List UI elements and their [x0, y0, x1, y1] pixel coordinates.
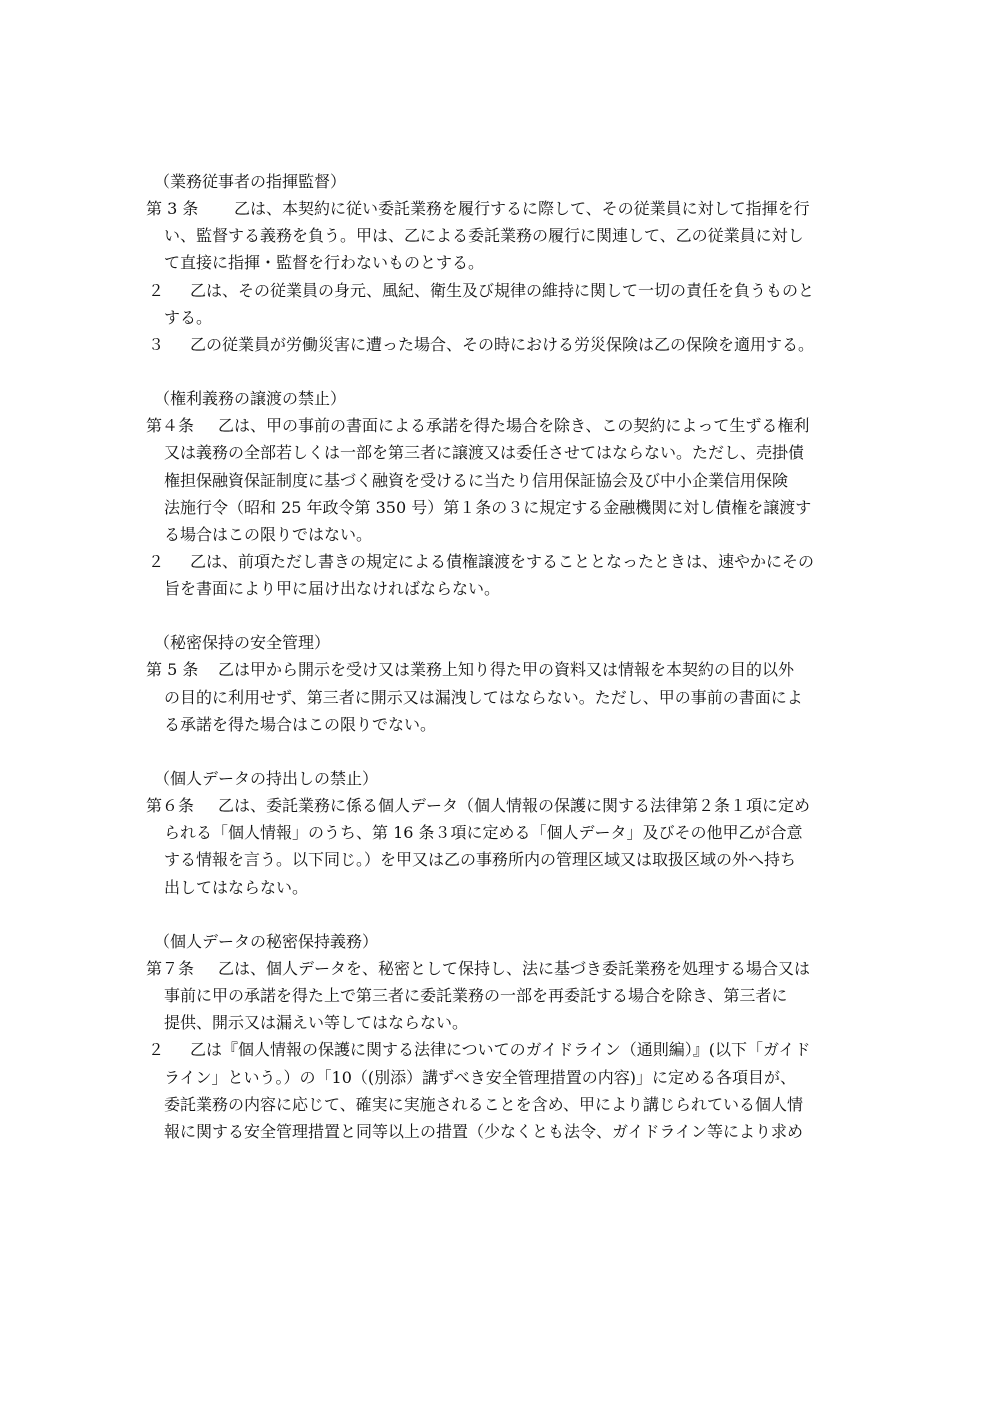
- text-line: の目的に利用せず、第三者に開示又は漏洩してはならない。ただし、甲の事前の書面によ: [164, 687, 803, 707]
- paragraph-text: [146, 277, 866, 331]
- text-line: 委託業務の内容に応じて、確実に実施されることを含め、甲により講じられている個人情: [164, 1094, 804, 1114]
- article-paragraph: [146, 792, 866, 901]
- article-number: 第６条: [146, 796, 195, 815]
- paragraph-text: [146, 412, 866, 548]
- article-number: 第４条: [146, 416, 195, 436]
- text-line: 報に関する安全管理措置と同等以上の措置（少なくとも法令、ガイドライン等により求め: [164, 1121, 804, 1141]
- text-line: 乙は、前項ただし書きの規定による債権譲渡をすることとなったときは、速やかにその: [174, 552, 815, 572]
- text-line: 乙は甲から開示を受け又は業務上知り得た甲の資料又は情報を本契約の目的以外: [202, 660, 795, 680]
- article-heading: （権利義務の譲渡の禁止）: [154, 389, 347, 409]
- section-spacer: [146, 901, 866, 928]
- text-line: 乙の従業員が労働災害に遭った場合、その時における労災保険は乙の保険を適用する。: [174, 334, 815, 354]
- text-line: 法施行令（昭和 25 年政令第 350 号）第１条の３に規定する金融機関に対し債権を譲渡す: [164, 497, 812, 517]
- section-spacer: [146, 358, 866, 385]
- text-line: 権担保融資保証制度に基づく融資を受けるに当たり信用保証協会及び中小企業信用保険: [164, 470, 789, 490]
- paragraph-text: [146, 331, 866, 358]
- text-line: 乙は、委託業務に係る個人データ（個人情報の保護に関する法律第２条１項に定め: [202, 796, 811, 815]
- text-line: 乙は、本契約に従い委託業務を履行するに際して、その従業員に対して指揮を行: [202, 199, 810, 218]
- article-number: 第 3 条: [146, 199, 199, 218]
- paragraph-text: [146, 656, 866, 738]
- text-line: する情報を言う。以下同じ。）を甲又は乙の事務所内の管理区域又は取扱区域の外へ持ち: [164, 850, 797, 870]
- article-paragraph: [146, 656, 866, 738]
- text-line: られる「個人情報」のうち、第 16 条３項に定める「個人データ」及びその他甲乙が合意: [164, 823, 803, 843]
- text-line: る場合はこの限りではない。: [164, 524, 373, 544]
- text-line: 乙は、甲の事前の書面による承諾を得た場合を除き、この契約によって生ずる権利: [202, 416, 810, 436]
- paragraph-text: [146, 1036, 866, 1145]
- text-line: て直接に指揮・監督を行わないものとする。: [164, 253, 485, 273]
- article-heading: （業務従事者の指揮監督）: [154, 172, 347, 191]
- text-line: する。: [164, 307, 213, 327]
- text-line: る承諾を得た場合はこの限りでない。: [164, 714, 437, 734]
- article-paragraph: [146, 955, 866, 1037]
- text-line: 事前に甲の承諾を得た上で第三者に委託業務の一部を再委託する場合を除き、第三者に: [164, 985, 788, 1005]
- text-line: 旨を書面により甲に届け出なければならない。: [164, 579, 501, 599]
- section-spacer: [146, 738, 866, 765]
- clause-number: ２: [148, 1040, 165, 1060]
- text-line: ライン」という。）の「10（(別添）講ずべき安全管理措置の内容)」に定める各項目が、: [164, 1067, 797, 1087]
- article-paragraph: [146, 195, 866, 277]
- article-number: 第 5 条: [146, 660, 199, 680]
- clause-number: ３: [148, 334, 165, 354]
- clause-paragraph: [146, 548, 866, 602]
- clause-number: ２: [148, 552, 165, 572]
- paragraph-text: [146, 955, 866, 1037]
- paragraph-text: [146, 195, 866, 277]
- paragraph-text: [146, 792, 866, 901]
- article-paragraph: [146, 412, 866, 548]
- article-heading: （個人データの持出しの禁止）: [154, 769, 379, 788]
- section-spacer: [146, 602, 866, 629]
- clause-paragraph: [146, 331, 866, 358]
- document-body: [146, 168, 866, 1145]
- article-number: 第７条: [146, 958, 195, 978]
- clause-paragraph: [146, 277, 866, 331]
- text-line: 乙は、個人データを、秘密として保持し、法に基づき委託業務を処理する場合又は: [202, 958, 811, 978]
- paragraph-text: [146, 548, 866, 602]
- text-line: 乙は、その従業員の身元、風紀、衛生及び規律の維持に関して一切の責任を負うものと: [174, 280, 815, 300]
- text-line: 又は義務の全部若しくは一部を第三者に譲渡又は委任させてはならない。ただし、売掛債: [164, 443, 805, 463]
- text-line: 出してはならない。: [164, 877, 309, 897]
- clause-number: ２: [148, 280, 165, 300]
- clause-paragraph: [146, 1036, 866, 1145]
- article-heading: （秘密保持の安全管理）: [154, 633, 331, 653]
- text-line: 提供、開示又は漏えい等してはならない。: [164, 1013, 469, 1033]
- text-line: 乙は『個人情報の保護に関する法律についてのガイドライン（通則編）』(以下「ガイド: [174, 1040, 811, 1060]
- text-line: い、監督する義務を負う。甲は、乙による委託業務の履行に関連して、乙の従業員に対し: [164, 226, 804, 246]
- article-heading: （個人データの秘密保持義務）: [154, 931, 379, 951]
